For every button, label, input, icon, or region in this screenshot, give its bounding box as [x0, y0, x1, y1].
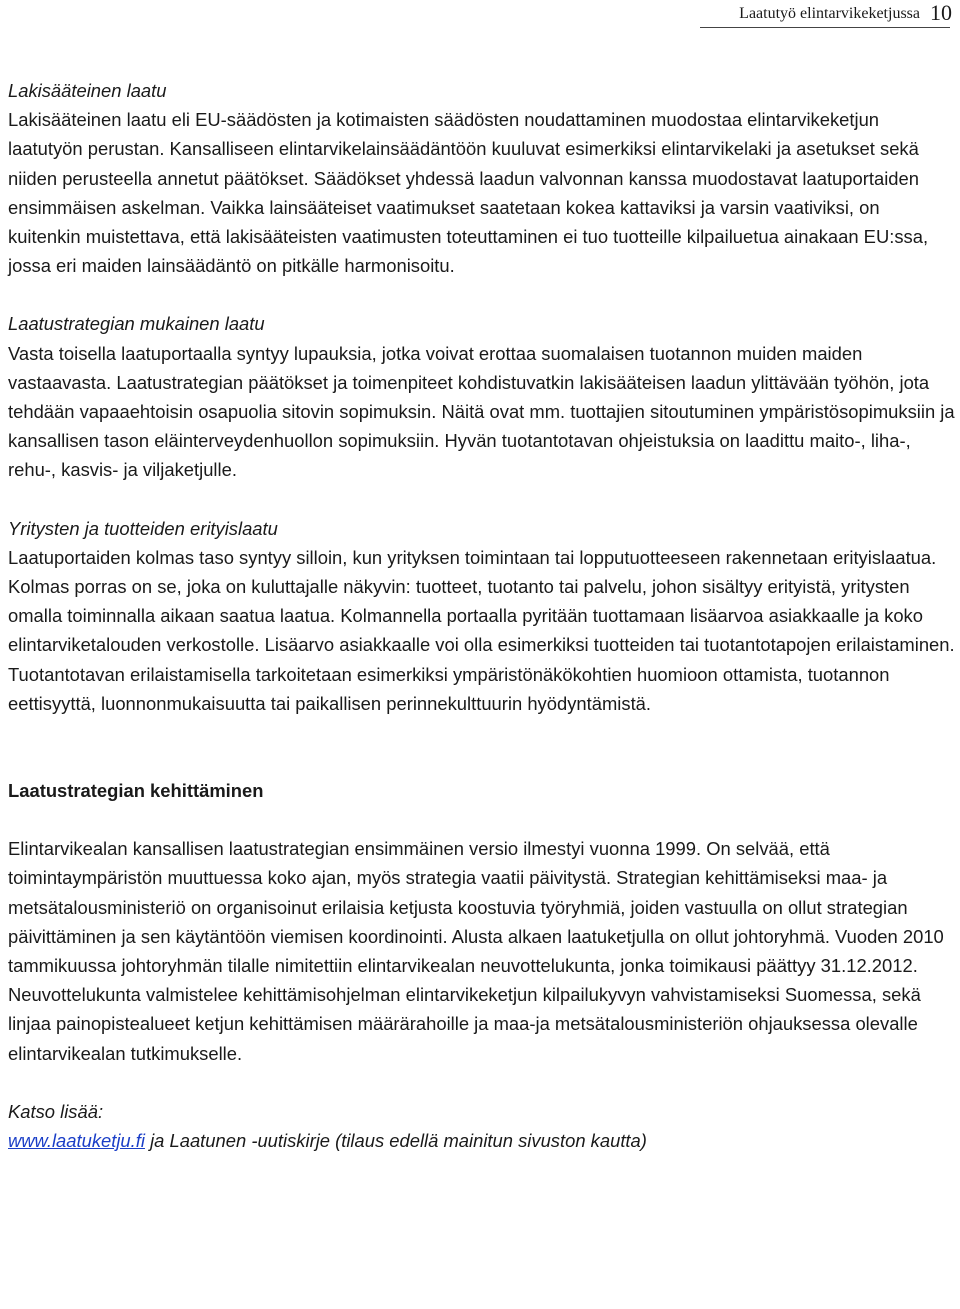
laatuketju-link[interactable]: www.laatuketju.fi — [8, 1130, 145, 1152]
running-title: Laatutyö elintarvikeketjussa — [739, 5, 920, 22]
see-more-note: ja Laatunen -uutiskirje (tilaus edellä mainitun sivuston kautta) — [144, 1130, 647, 1152]
section-paragraph: Vasta toisella laatuportaalla syntyy lupauksia, jotka voivat erottaa suomalaisen tuotannon muiden maiden vastaavasta. Laatustrategian päätökset ja toimenpiteet kohdistuvatkin lakisääteisen laadun ylittävään työhön, jota tehdään vapaaehtoisin osapuolia sitovin sopimuksin. Näitä ovat mm. tuottajien sitoutuminen ympäristösopimuksiin ja kansallisen tason eläinterveydenhuollon sopimuksiin. Hyvän tuotantotavan ohjeistuksia on laadittu maito-, liha-, rehu-, kasvis- ja viljaketjulle. — [8, 342, 955, 481]
section-heading: Yritysten ja tuotteiden erityislaatu — [8, 517, 278, 539]
page-header — [0, 0, 952, 24]
see-more-line — [8, 1126, 956, 1155]
section-heading: Lakisääteinen laatu — [8, 80, 167, 101]
section-heading: Laatustrategian kehittäminen — [8, 780, 264, 802]
section-lakisaateinen-laatu — [8, 76, 956, 280]
section-erityislaatu — [8, 514, 956, 718]
page-number: 10 — [930, 0, 952, 25]
section-laatustrategian-kehittaminen — [8, 776, 956, 1068]
document-body — [8, 76, 956, 1155]
section-paragraph: Laatuportaiden kolmas taso syntyy silloin, kun yrityksen toimintaan tai lopputuotteeseen rakennetaan erityislaatua. Kolmas porras on se, joka on kuluttajalle näkyvin: tuotteet, tuotanto tai palvelu, johon sisältyy erityistä, yritysten omalla toiminnalla aikaan saatua laatua. Kolmannella portaalla pyritään tuottamaan lisäarvoa asiakkaalle ja koko elintarviketalouden verkostolle. Lisäarvo asiakkaalle voi olla esimerkiksi tuotteiden tai tuotantotapojen erilaistaminen. Tuotantotavan erilaistamisella tarkoitetaan esimerkiksi ympäristönäkökohtien huomioon ottamista, tuotannon eettisyyttä, luonnonmukaisuutta tai paikallisen perinnekulttuurin hyödyntämistä. — [8, 546, 955, 714]
section-paragraph: Lakisääteinen laatu eli EU-säädösten ja kotimaisten säädösten noudattaminen muodostaa elintarvikeketjun laatutyön perustan. Kansalliseen elintarvikelainsäädäntöön kuuluvat esimerkiksi elintarvikelaki ja asetukset sekä niiden perusteella annetut päätökset. Säädökset yhdessä laadun valvonnan kanssa muodostavat laatuportaiden ensimmäisen askelman. Vaikka lainsääteiset vaatimukset saatetaan kokea kattaviksi ja varsin vaativiksi, on kuitenkin muistettava, että lakisääteisten vaatimusten toteuttaminen ei tuo tuotteille kilpailuetua ainakaan EU:ssa, jossa eri maiden lainsäädäntö on pitkälle harmonisoitu. — [8, 109, 929, 277]
section-paragraph: Elintarvikealan kansallisen laatustrategian ensimmäinen versio ilmestyi vuonna 1999. On selvää, että toimintaympäristön muuttuessa koko ajan, myös strategia vaatii päivitystä. Strategian kehittämiseksi maa- ja metsätalousministeriö on organisoinut erilaisia ketjusta koostuvia työryhmiä, joiden vastuulla on ollut strategian päivittäminen ja sen käytäntöön viemisen koordinointi. Alusta alkaen laatuketjulla on ollut johtoryhmä. Vuoden 2010 tammikuussa johtoryhmän tilalle nimitettiin elintarvikealan neuvottelukunta, jonka toimikausi päättyy 31.12.2012. Neuvottelukunta valmistelee kehittämisohjelman elintarvikeketjun kilpailukyvyn vahvistamiseksi Suomessa, sekä linjaa painopistealueet ketjun kehittämisen määrärahoille ja maa-ja metsätalousministeriön ohjauksessa olevalle elintarvikealan tutkimukselle. — [8, 838, 944, 1064]
see-more — [8, 1097, 956, 1155]
see-more-label: Katso lisää: — [8, 1100, 104, 1122]
section-laatustrategian-mukainen-laatu — [8, 309, 956, 484]
header-divider — [700, 27, 950, 28]
section-heading: Laatustrategian mukainen laatu — [8, 313, 265, 335]
